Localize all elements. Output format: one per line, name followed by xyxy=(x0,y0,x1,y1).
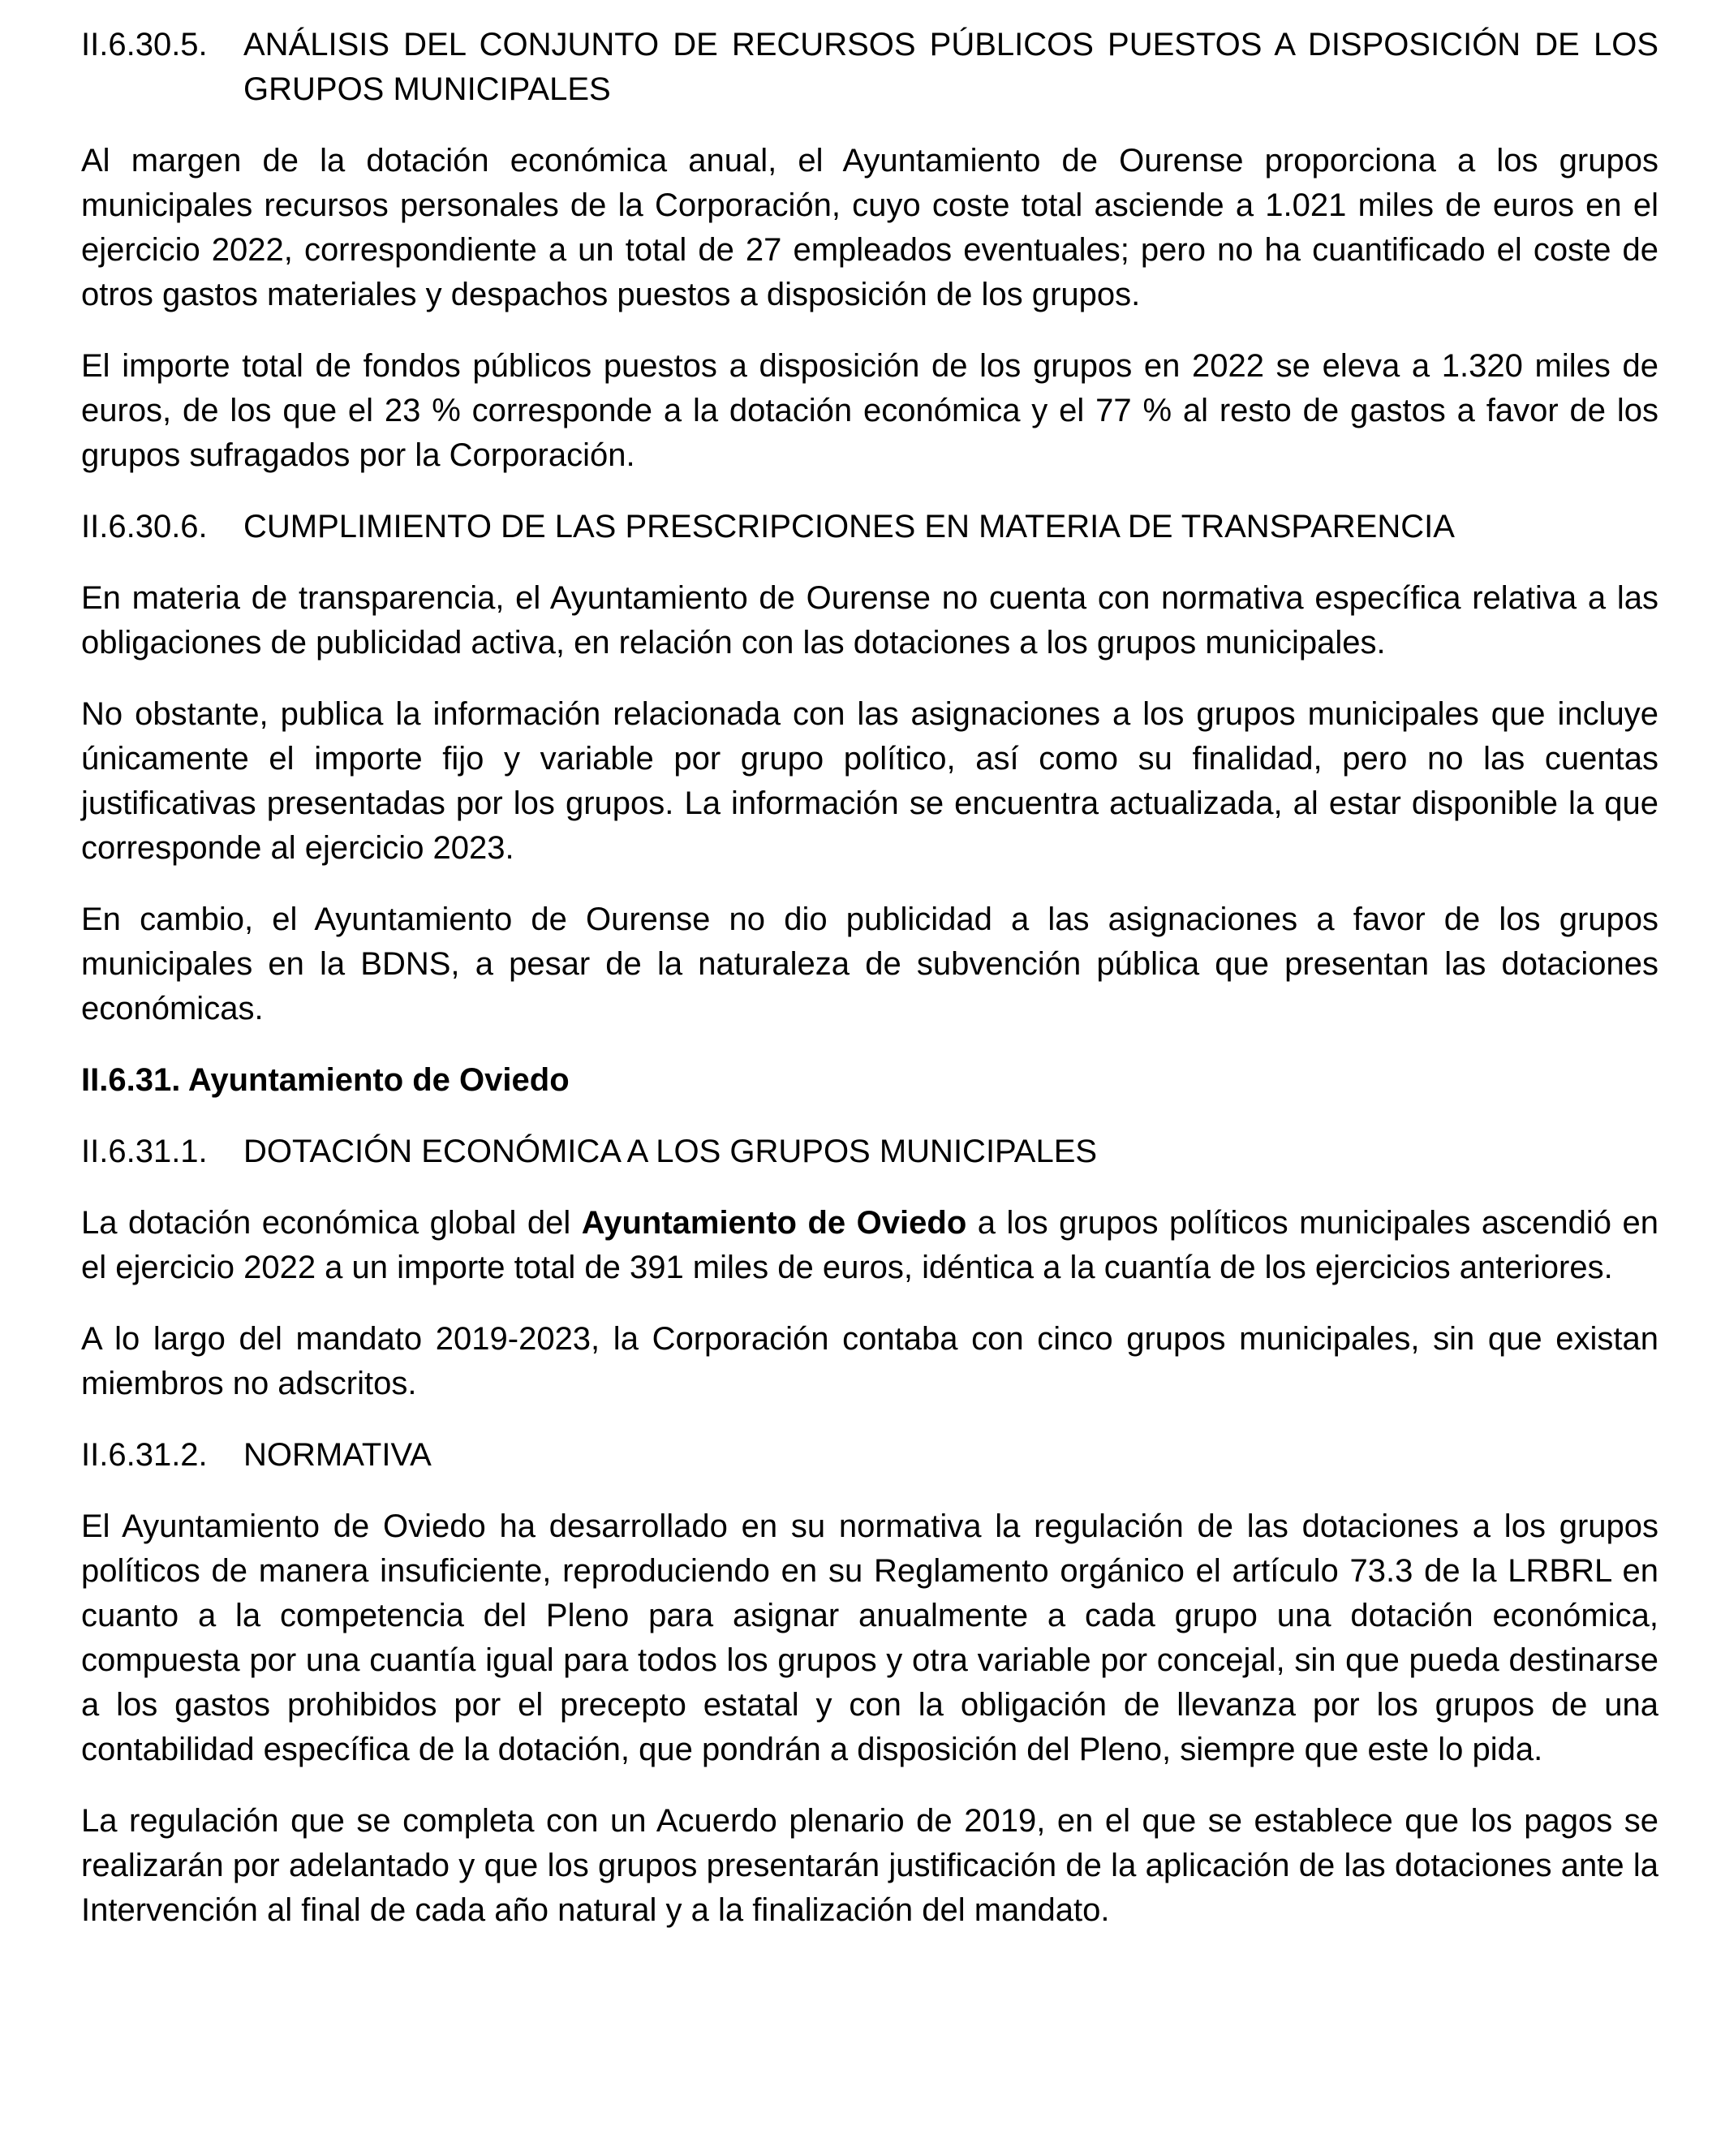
section-number: II.6.30.5. xyxy=(81,27,208,62)
section-heading-ii-6-31-1 xyxy=(81,1130,1658,1174)
section-heading-ii-6-30-6 xyxy=(81,505,1658,549)
section-title: DOTACIÓN ECONÓMICA A LOS GRUPOS MUNICIPALES xyxy=(243,1134,1098,1169)
paragraph: El Ayuntamiento de Oviedo ha desarrollado en su normativa la regulación de las dotaciones a los grupos políticos de manera insuficiente, reproduciendo en su Reglamento orgánico el artículo 73.3 de la LRBRL en cuanto a la competencia del Pleno para asignar anualmente a cada grupo una dotación económica, compuesta por una cuantía igual para todos los grupos y otra variable por concejal, sin que pueda destinarse a los gastos prohibidos por el precepto estatal y con la obligación de llevanza por los grupos de una contabilidad específica de la dotación, que pondrán a disposición del Pleno, siempre que este lo pida. xyxy=(81,1508,1658,1767)
bold-entity-name: Ayuntamiento de Oviedo xyxy=(581,1205,967,1241)
section-number: II.6.31.1. xyxy=(81,1134,208,1169)
section-number: II.6.31.2. xyxy=(81,1437,208,1473)
paragraph-text: La dotación económica global del xyxy=(81,1205,582,1241)
section-title: NORMATIVA xyxy=(243,1437,432,1473)
section-heading-ii-6-30-5 xyxy=(81,23,1658,112)
paragraph-text: a los grupos políticos municipales ascendió en el ejercicio 2022 a un importe total de 391 miles de euros, idéntica a la cuantía de los ejercicios anteriores. xyxy=(81,1205,1658,1285)
paragraph: En cambio, el Ayuntamiento de Ourense no dio publicidad a las asignaciones a favor de los grupos municipales en la BDNS, a pesar de la naturaleza de subvención pública que presentan las dotaciones económicas. xyxy=(81,902,1658,1026)
paragraph: En materia de transparencia, el Ayuntamiento de Ourense no cuenta con normativa específica relativa a las obligaciones de publicidad activa, en relación con las dotaciones a los grupos municipales. xyxy=(81,580,1658,661)
paragraph: A lo largo del mandato 2019-2023, la Corporación contaba con cinco grupos municipales, sin que existan miembros no adscritos. xyxy=(81,1321,1658,1401)
document-page xyxy=(81,23,1658,1960)
paragraph: Al margen de la dotación económica anual, el Ayuntamiento de Ourense proporciona a los grupos municipales recursos personales de la Corporación, cuyo coste total asciende a 1.021 miles de euros en el ejercicio 2022, correspondiente a un total de 27 empleados eventuales; pero no ha cuantificado el coste de otros gastos materiales y despachos puestos a disposición de los grupos. xyxy=(81,143,1658,312)
paragraph: La regulación que se completa con un Acuerdo plenario de 2019, en el que se establece que los pagos se realizarán por adelantado y que los grupos presentarán justificación de la aplicación de las dotaciones ante la Intervención al final de cada año natural y a la finalización del mandato. xyxy=(81,1803,1658,1928)
section-number: II.6.30.6. xyxy=(81,509,208,544)
section-title: ANÁLISIS DEL CONJUNTO DE RECURSOS PÚBLICOS PUESTOS A DISPOSICIÓN DE LOS GRUPOS MUNICIPALES xyxy=(243,27,1658,107)
section-title: CUMPLIMIENTO DE LAS PRESCRIPCIONES EN MATERIA DE TRANSPARENCIA xyxy=(243,509,1455,544)
section-heading-ii-6-31-2 xyxy=(81,1433,1658,1478)
paragraph: El importe total de fondos públicos puestos a disposición de los grupos en 2022 se eleva a 1.320 miles de euros, de los que el 23 % corresponde a la dotación económica y el 77 % al resto de gastos a favor de los grupos sufragados por la Corporación. xyxy=(81,348,1658,473)
paragraph xyxy=(81,1201,1658,1290)
paragraph: No obstante, publica la información relacionada con las asignaciones a los grupos municipales que incluye únicamente el importe fijo y variable por grupo político, así como su finalidad, pero no las cuentas justificativas presentadas por los grupos. La información se encuentra actualizada, al estar disponible la que corresponde al ejercicio 2023. xyxy=(81,696,1658,866)
chapter-heading-ii-6-31: II.6.31. Ayuntamiento de Oviedo xyxy=(81,1062,570,1098)
